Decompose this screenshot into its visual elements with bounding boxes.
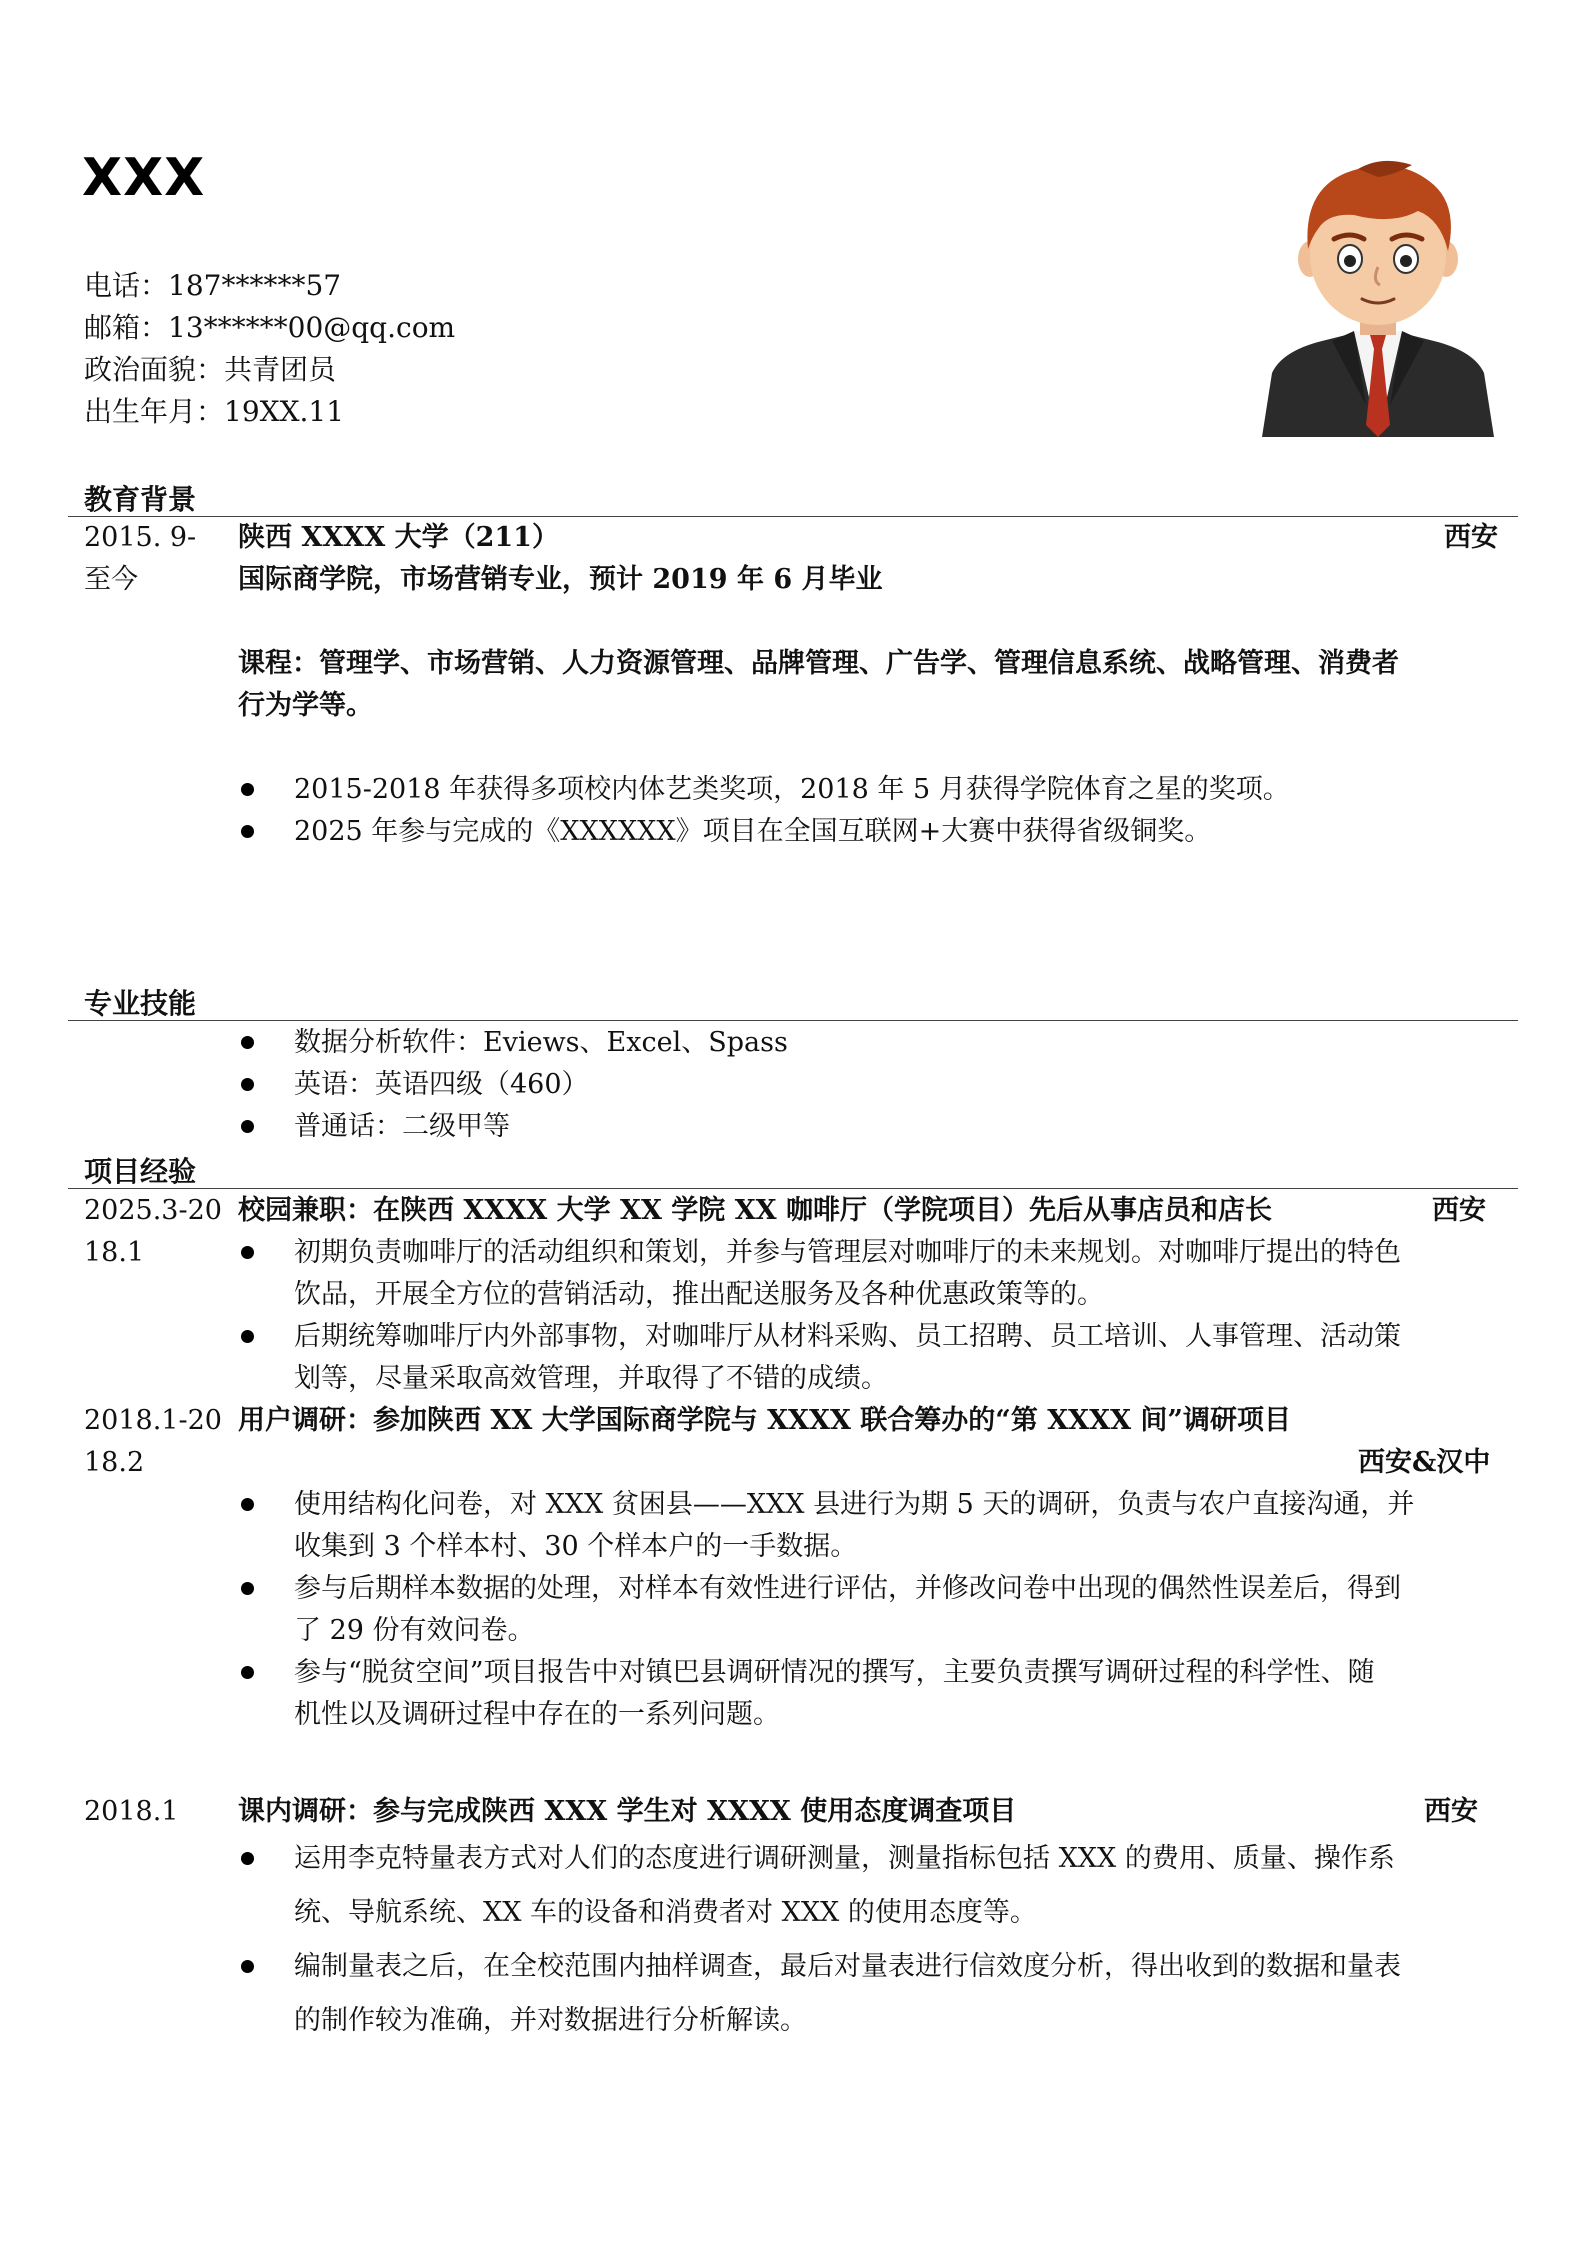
project-bullet-text-cont: 划等，尽量采取高效管理，并取得了不错的成绩。: [294, 1363, 888, 1394]
project-bullet-text: 参与“脱贫空间”项目报告中对镇巴县调研情况的撰写，主要负责撰写调研过程的科学性、随: [294, 1657, 1375, 1688]
avatar-photo: [1262, 155, 1494, 437]
award-item: 2015-2018 年获得多项校内体艺类奖项，2018 年 5 月获得学院体育之星的奖项。: [294, 774, 1290, 805]
bullet-dot: [241, 825, 254, 838]
skill-item: 数据分析软件：Eviews、Excel、Spass: [294, 1027, 788, 1058]
bullet-dot: [241, 1498, 254, 1511]
candidate-name: XXX: [82, 148, 206, 208]
education-date-cont: 至今: [84, 564, 138, 595]
project-bullet-text-cont: 收集到 3 个样本村、30 个样本户的一手数据。: [294, 1531, 858, 1562]
major-line: 国际商学院，市场营销专业，预计 2019 年 6 月毕业: [238, 564, 883, 595]
project-bullet-text: 使用结构化问卷，对 XXX 贫困县——XXX 县进行为期 5 天的调研，负责与农户直接沟通，并: [294, 1489, 1415, 1520]
project-heading: 用户调研：参加陕西 XX 大学国际商学院与 XXXX 联合筹办的“第 XXXX 间”调研项目: [238, 1405, 1291, 1436]
section-divider: [68, 1020, 1518, 1021]
courses-line: 课程：管理学、市场营销、人力资源管理、品牌管理、广告学、管理信息系统、战略管理、消费者: [238, 648, 1399, 679]
bullet-dot: [241, 1036, 254, 1049]
award-item: 2025 年参与完成的《XXXXXX》项目在全国互联网+大赛中获得省级铜奖。: [294, 816, 1212, 847]
project-location: 西安: [1424, 1796, 1478, 1827]
bullet-dot: [241, 1960, 254, 1973]
project-heading: 课内调研：参与完成陕西 XXX 学生对 XXXX 使用态度调查项目: [238, 1796, 1017, 1827]
project-bullet-text-cont: 机性以及调研过程中存在的一系列问题。: [294, 1699, 780, 1730]
bullet-dot: [241, 1078, 254, 1091]
project-date: 2018.1: [84, 1796, 179, 1827]
skill-item: 英语：英语四级（460）: [294, 1069, 589, 1100]
project-date: 2018.1-20: [84, 1405, 222, 1436]
education-date: 2015. 9-: [84, 522, 197, 553]
skill-item: 普通话：二级甲等: [294, 1111, 510, 1142]
section-title-skills: 专业技能: [84, 987, 197, 1020]
bullet-dot: [241, 1582, 254, 1595]
birth-line: 出生年月：19XX.11: [84, 395, 345, 428]
project-bullet-text: 后期统筹咖啡厅内外部事物，对咖啡厅从材料采购、员工招聘、员工培训、人事管理、活动策: [294, 1321, 1401, 1352]
school-location: 西安: [1444, 522, 1498, 553]
bullet-dot: [241, 1246, 254, 1259]
project-date-cont: 18.1: [84, 1237, 145, 1268]
project-location: 西安: [1432, 1195, 1486, 1226]
phone-line: 电话：187******57: [84, 269, 342, 302]
project-bullet-text-cont: 饮品，开展全方位的营销活动，推出配送服务及各种优惠政策等的。: [294, 1279, 1104, 1310]
bullet-dot: [241, 1666, 254, 1679]
project-bullet-text-cont: 统、导航系统、XX 车的设备和消费者对 XXX 的使用态度等。: [294, 1897, 1037, 1928]
project-bullet-text-cont: 了 29 份有效问卷。: [294, 1615, 535, 1646]
courses-line-cont: 行为学等。: [238, 690, 373, 721]
project-date: 2025.3-20: [84, 1195, 222, 1226]
section-title-education: 教育背景: [84, 483, 197, 516]
project-date-cont: 18.2: [84, 1447, 145, 1478]
project-bullet-text-cont: 的制作较为准确，并对数据进行分析解读。: [294, 2005, 807, 2036]
bullet-dot: [241, 1330, 254, 1343]
project-bullet-text: 运用李克特量表方式对人们的态度进行调研测量，测量指标包括 XXX 的费用、质量、操作系: [294, 1843, 1395, 1874]
bullet-dot: [241, 783, 254, 796]
project-bullet-text: 初期负责咖啡厅的活动组织和策划，并参与管理层对咖啡厅的未来规划。对咖啡厅提出的特色: [294, 1237, 1401, 1268]
section-divider: [68, 516, 1518, 517]
section-title-projects: 项目经验: [84, 1155, 197, 1188]
email-line: 邮箱：13******00@qq.com: [84, 311, 456, 344]
project-heading: 校园兼职：在陕西 XXXX 大学 XX 学院 XX 咖啡厅（学院项目）先后从事店员和店长: [238, 1195, 1272, 1226]
school-name: 陕西 XXXX 大学（211）: [238, 522, 559, 553]
project-bullet-text: 参与后期样本数据的处理，对样本有效性进行评估，并修改问卷中出现的偶然性误差后，得到: [294, 1573, 1401, 1604]
section-divider: [68, 1188, 1518, 1189]
project-location: 西安&汉中: [1358, 1447, 1491, 1478]
bullet-dot: [241, 1120, 254, 1133]
bullet-dot: [241, 1852, 254, 1865]
project-bullet-text: 编制量表之后，在全校范围内抽样调查，最后对量表进行信效度分析，得出收到的数据和量表: [294, 1951, 1401, 1982]
politics-line: 政治面貌：共青团员: [84, 353, 337, 386]
